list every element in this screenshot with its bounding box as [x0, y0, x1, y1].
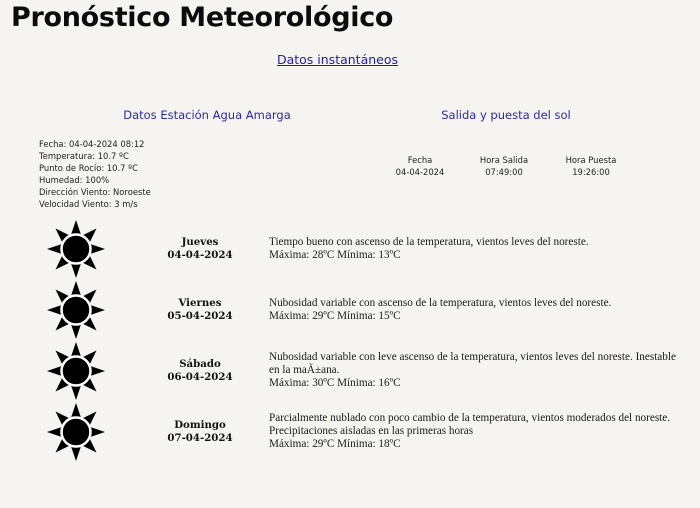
forecast-temperatures: Máxima: 29ºC Mínima: 18ºC — [269, 438, 401, 450]
sunrise-column — [472, 154, 536, 178]
station-dew-point: Punto de Rocío: 10.7 ºC — [39, 163, 138, 174]
forecast-description — [269, 412, 689, 451]
sunrise-value: 07:49:00 — [485, 167, 523, 177]
station-wind-direction: Dirección Viento: Noroeste — [39, 187, 151, 198]
forecast-date: 06-04-2024 — [167, 371, 233, 383]
instant-data-link[interactable]: Datos instantáneos — [276, 52, 399, 67]
forecast-day — [150, 419, 250, 445]
sunset-header: Hora Puesta — [565, 155, 617, 165]
forecast-description — [269, 351, 689, 390]
forecast-day-name: Jueves — [181, 236, 219, 248]
sun-date-value: 04-04-2024 — [395, 167, 445, 177]
sun-icon — [47, 342, 105, 400]
forecast-summary: Nubosidad variable con leve ascenso de la temperatura, vientos leves del noreste. Inestable en la maÃ±ana. — [269, 351, 676, 376]
forecast-description — [269, 236, 689, 262]
forecast-day — [150, 358, 250, 384]
forecast-summary: Nubosidad variable con ascenso de la temperatura, vientos leves del noreste. — [269, 297, 612, 309]
forecast-day-name: Sábado — [179, 358, 221, 370]
forecast-summary: Tiempo bueno con ascenso de la temperatura, vientos leves del noreste. — [269, 236, 589, 248]
sun-icon — [47, 281, 105, 339]
forecast-summary: Parcialmente nublado con poco cambio de la temperatura, vientos moderados del noreste. Precipitaciones aisladas en las primeras horas — [269, 412, 671, 437]
forecast-day-name: Viernes — [178, 297, 222, 309]
station-humidity: Humedad: 100% — [39, 175, 110, 186]
station-info — [39, 138, 151, 211]
forecast-temperatures: Máxima: 28ºC Mínima: 13ºC — [269, 249, 401, 261]
sun-date-header: Fecha — [407, 155, 433, 165]
page-title: Pronóstico Meteorológico — [11, 2, 394, 33]
forecast-temperatures: Máxima: 30ºC Mínima: 16ºC — [269, 377, 401, 389]
forecast-date: 05-04-2024 — [167, 310, 233, 322]
forecast-date: 07-04-2024 — [167, 432, 233, 444]
forecast-description — [269, 297, 689, 323]
sun-icon — [47, 403, 105, 461]
sunset-value: 19:26:00 — [572, 167, 610, 177]
forecast-row-friday — [0, 281, 700, 343]
sun-icon — [47, 220, 105, 278]
station-heading: Datos Estación Agua Amarga — [123, 108, 291, 122]
sunset-column — [559, 154, 623, 178]
station-wind-speed: Velocidad Viento: 3 m/s — [39, 199, 138, 210]
forecast-row-thursday — [0, 220, 700, 282]
sun-heading: Salida y puesta del sol — [441, 108, 571, 122]
sunrise-header: Hora Salida — [479, 155, 529, 165]
forecast-day — [150, 236, 250, 262]
sun-date-column — [388, 154, 452, 178]
station-temperature: Temperatura: 10.7 ºC — [39, 151, 129, 162]
forecast-day-name: Domingo — [174, 419, 226, 431]
forecast-temperatures: Máxima: 29ºC Mínima: 15ºC — [269, 310, 401, 322]
forecast-row-sunday — [0, 403, 700, 465]
forecast-day — [150, 297, 250, 323]
forecast-row-saturday — [0, 342, 700, 404]
forecast-date: 04-04-2024 — [167, 249, 233, 261]
station-date: Fecha: 04-04-2024 08:12 — [39, 139, 145, 149]
